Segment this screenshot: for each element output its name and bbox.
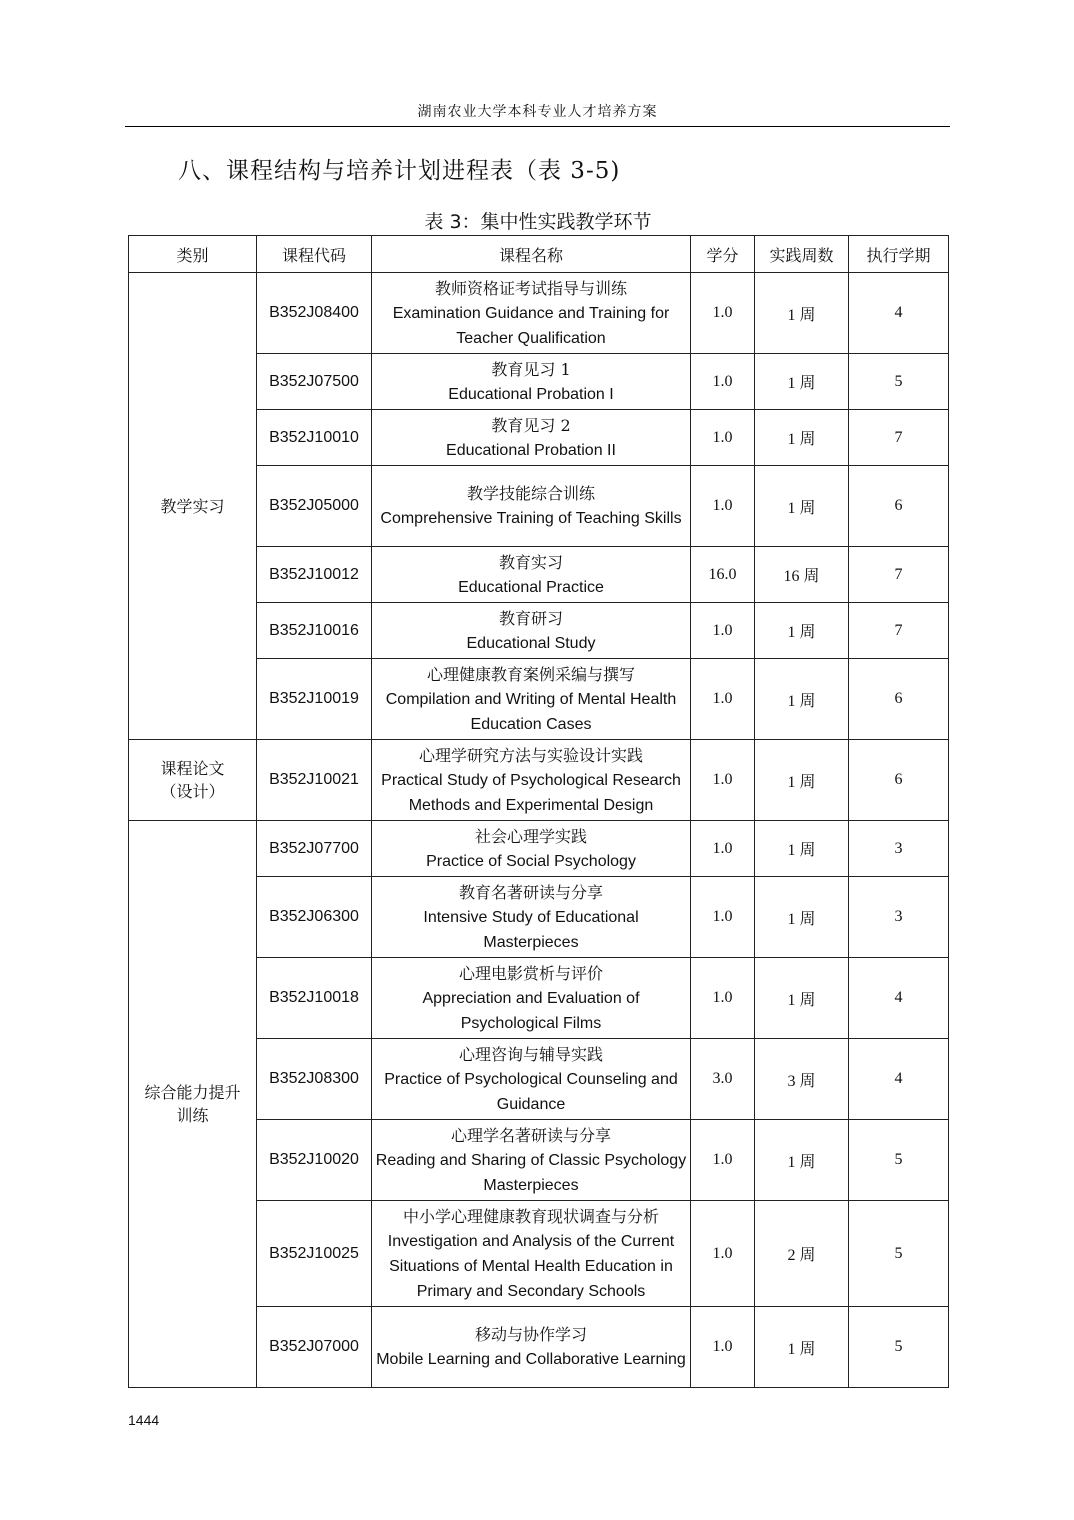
practice-weeks: 1 周 (755, 1120, 849, 1201)
course-name-cn: 社会心理学实践 (474, 826, 587, 846)
course-name (372, 273, 691, 354)
course-code: B352J06300 (257, 877, 372, 958)
category-label-line2: 训练 (176, 1106, 209, 1125)
course-name-en: Practical Study of Psychological Research Methods and Experimental Design (381, 771, 681, 814)
course-name (372, 877, 691, 958)
credit: 1.0 (691, 877, 755, 958)
course-name-en: Educational Probation II (446, 441, 616, 459)
category-cell (129, 821, 257, 1388)
credit: 1.0 (691, 1307, 755, 1388)
course-name-cn: 教育研习 (498, 608, 563, 628)
course-name (372, 466, 691, 547)
course-name-cn: 移动与协作学习 (474, 1325, 587, 1344)
course-name (372, 354, 691, 410)
practice-weeks: 16 周 (755, 547, 849, 603)
course-name-cn: 心理健康教育案例采编与撰写 (426, 664, 635, 684)
course-name-en: Examination Guidance and Training for Teacher Qualification (392, 304, 670, 347)
category-label-line1: 综合能力提升 (144, 1083, 241, 1102)
course-name (372, 1120, 691, 1201)
category-label-line1: 课程论文 (160, 759, 225, 778)
term: 6 (849, 466, 949, 547)
course-name-en: Practice of Social Psychology (426, 852, 636, 870)
term: 3 (849, 877, 949, 958)
credit: 1.0 (691, 354, 755, 410)
course-name (372, 958, 691, 1039)
practice-weeks: 2 周 (755, 1201, 849, 1307)
course-code: B352J10019 (257, 659, 372, 740)
practice-weeks: 1 周 (755, 821, 849, 877)
category-cell (129, 273, 257, 740)
term: 4 (849, 273, 949, 354)
course-code: B352J10020 (257, 1120, 372, 1201)
practice-weeks: 1 周 (755, 659, 849, 740)
page-header: 湖南农业大学本科专业人才培养方案 (125, 100, 950, 127)
credit: 1.0 (691, 1120, 755, 1201)
table-row (129, 740, 949, 821)
term: 7 (849, 547, 949, 603)
course-name-en: Practice of Psychological Counseling and Guidance (384, 1070, 678, 1113)
course-name (372, 547, 691, 603)
credit: 3.0 (691, 1039, 755, 1120)
practice-weeks: 1 周 (755, 410, 849, 466)
credit: 1.0 (691, 821, 755, 877)
credit: 1.0 (691, 740, 755, 821)
course-name-en: Educational Practice (458, 578, 604, 596)
course-name (372, 603, 691, 659)
practice-weeks: 1 周 (755, 354, 849, 410)
course-name-cn: 教育见习 1 (491, 359, 571, 379)
course-name-en: Investigation and Analysis of the Current Situations of Mental Health Education in Primary and Secondary Schools (387, 1232, 675, 1300)
course-name-cn: 心理电影赏析与评价 (458, 963, 603, 983)
credit: 1.0 (691, 466, 755, 547)
course-name-cn: 中小学心理健康教育现状调查与分析 (402, 1206, 659, 1226)
table-row (129, 821, 949, 877)
course-code: B352J07500 (257, 354, 372, 410)
course-name-en: Comprehensive Training of Teaching Skills (380, 510, 682, 527)
credit: 16.0 (691, 547, 755, 603)
course-name-cn: 教育实习 (498, 552, 563, 572)
course-name-cn: 教育见习 2 (491, 415, 571, 435)
header-term: 执行学期 (849, 236, 949, 273)
practice-course-table (128, 235, 949, 1388)
term: 5 (849, 354, 949, 410)
course-name-cn: 心理学名著研读与分享 (450, 1125, 611, 1145)
course-name (372, 821, 691, 877)
credit: 1.0 (691, 603, 755, 659)
term: 7 (849, 410, 949, 466)
course-name (372, 1201, 691, 1307)
course-code: B352J10012 (257, 547, 372, 603)
credit: 1.0 (691, 1201, 755, 1307)
term: 4 (849, 958, 949, 1039)
practice-weeks: 1 周 (755, 1307, 849, 1388)
course-name-en: Compilation and Writing of Mental Health Education Cases (385, 690, 677, 733)
category-label-line2: （设计） (160, 782, 225, 801)
course-name-cn: 心理咨询与辅导实践 (458, 1044, 603, 1064)
course-name (372, 1039, 691, 1120)
term: 3 (849, 821, 949, 877)
course-code: B352J10018 (257, 958, 372, 1039)
course-name (372, 659, 691, 740)
practice-weeks: 1 周 (755, 958, 849, 1039)
course-name-en: Appreciation and Evaluation of Psychological Films (422, 989, 640, 1032)
course-name-en: Mobile Learning and Collaborative Learning (376, 1351, 686, 1368)
term: 6 (849, 740, 949, 821)
course-name (372, 410, 691, 466)
header-credit: 学分 (691, 236, 755, 273)
course-code: B352J07000 (257, 1307, 372, 1388)
practice-weeks: 1 周 (755, 740, 849, 821)
term: 6 (849, 659, 949, 740)
header-course-name: 课程名称 (372, 236, 691, 273)
section-title: 八、课程结构与培养计划进程表（表 3-5) (178, 158, 621, 184)
term: 4 (849, 1039, 949, 1120)
course-name-cn: 心理学研究方法与实验设计实践 (418, 745, 643, 765)
category-cell (129, 740, 257, 821)
course-name (372, 740, 691, 821)
course-name-cn: 教育名著研读与分享 (458, 882, 603, 902)
course-name-en: Intensive Study of Educational Masterpieces (423, 908, 639, 951)
course-name (372, 1307, 691, 1388)
course-code: B352J10021 (257, 740, 372, 821)
course-code: B352J10016 (257, 603, 372, 659)
header-course-code: 课程代码 (257, 236, 372, 273)
course-code: B352J10025 (257, 1201, 372, 1307)
category-label: 教学实习 (160, 496, 225, 516)
course-name-cn: 教师资格证考试指导与训练 (434, 278, 627, 298)
course-name-en: Educational Probation I (448, 385, 614, 403)
term: 5 (849, 1201, 949, 1307)
course-code: B352J08300 (257, 1039, 372, 1120)
course-name-en: Educational Study (466, 634, 596, 652)
header-category: 类别 (129, 236, 257, 273)
practice-weeks: 3 周 (755, 1039, 849, 1120)
course-code: B352J08400 (257, 273, 372, 354)
practice-weeks: 1 周 (755, 603, 849, 659)
table-row (129, 273, 949, 354)
credit: 1.0 (691, 659, 755, 740)
header-practice-weeks: 实践周数 (755, 236, 849, 273)
practice-weeks: 1 周 (755, 466, 849, 547)
practice-weeks: 1 周 (755, 877, 849, 958)
course-name-cn: 教学技能综合训练 (466, 484, 595, 503)
term: 5 (849, 1307, 949, 1388)
course-code: B352J07700 (257, 821, 372, 877)
credit: 1.0 (691, 410, 755, 466)
page-number: 1444 (128, 1412, 160, 1428)
term: 7 (849, 603, 949, 659)
course-code: B352J10010 (257, 410, 372, 466)
table-caption: 表 3：集中性实践教学环节 (424, 211, 652, 233)
practice-weeks: 1 周 (755, 273, 849, 354)
term: 5 (849, 1120, 949, 1201)
table-header-row (129, 236, 949, 273)
credit: 1.0 (691, 958, 755, 1039)
course-name-en: Reading and Sharing of Classic Psychology Masterpieces (375, 1151, 687, 1194)
course-code: B352J05000 (257, 466, 372, 547)
credit: 1.0 (691, 273, 755, 354)
